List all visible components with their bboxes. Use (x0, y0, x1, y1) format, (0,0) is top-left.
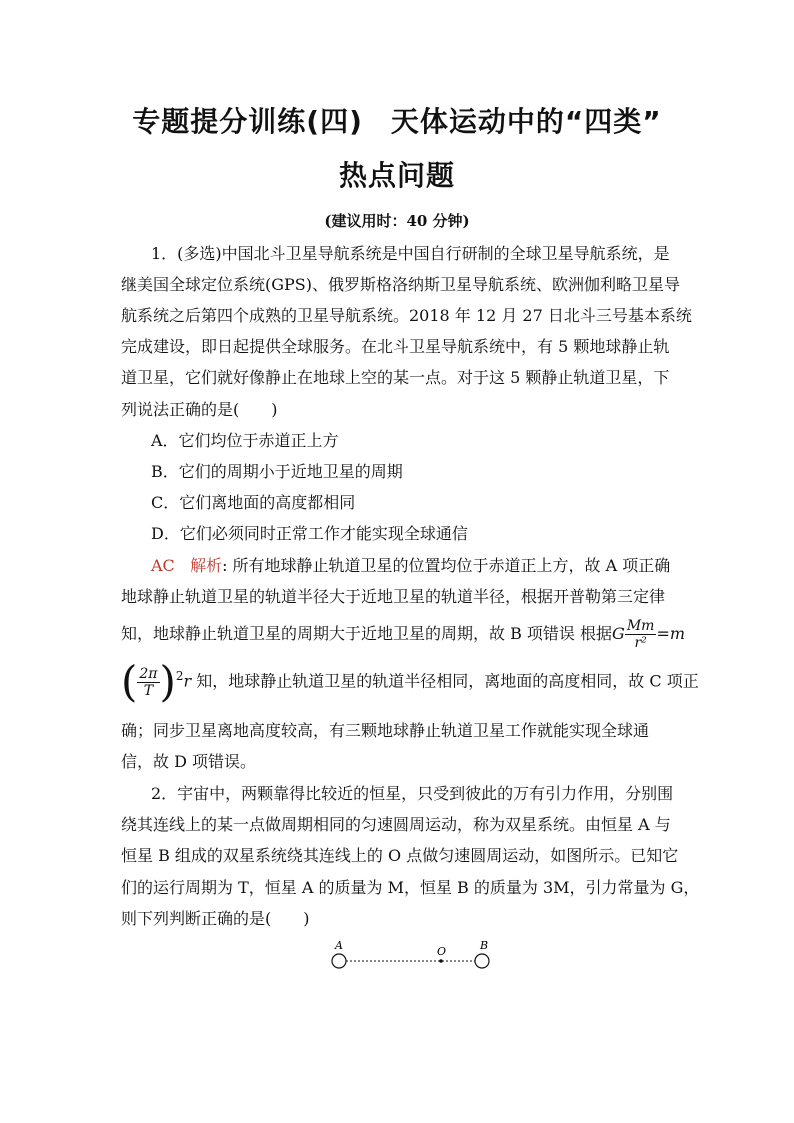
q2-line-1: 2．宇宙中，两颗靠得比较近的恒星，只受到彼此的万有引力作用，分别围 (151, 784, 674, 803)
q1-answer: AC (151, 556, 175, 575)
formula-g: G (612, 624, 625, 643)
q1-analysis-line-4 (121, 657, 699, 706)
page-title (0, 100, 794, 140)
center-o (439, 959, 443, 963)
q2-line-4: 们的运行周期为 T，恒星 A 的质量为 M，恒星 B 的质量为 3M，引力常量为 G， (121, 878, 700, 897)
formula-fraction-2 (137, 666, 159, 699)
label-a: A (335, 939, 343, 952)
q1-line-4: 完成建设，即日起提供全球服务。在北斗卫星导航系统中，有 5 颗地球静止轨 (121, 337, 670, 356)
label-b: B (480, 939, 489, 952)
star-a (332, 954, 346, 968)
analysis-text-3: 知，地球静止轨道卫星的周期大于近地卫星的周期，故 B 项错误 根据 (121, 624, 613, 643)
q1-option-d: D．它们必须同时正常工作才能实现全球通信 (151, 524, 468, 543)
q1-option-a: A．它们均位于赤道正上方 (151, 431, 339, 450)
q2-line-5: 则下列判断正确的是( ) (121, 909, 310, 928)
label-o: O (437, 945, 447, 958)
q1-line-2: 继美国全球定位系统(GPS)、俄罗斯格洛纳斯卫星导航系统、欧洲伽利略卫星导 (121, 275, 680, 294)
q1-option-b: B．它们的周期小于近地卫星的周期 (151, 462, 403, 481)
analysis-label: 解析 (190, 556, 223, 575)
suggested-time: (建议用时：40 分钟) (324, 212, 470, 230)
formula-equals: =m (656, 624, 686, 643)
q1-line-1: 1．(多选)中国北斗卫星导航系统是中国自行研制的全球卫星导航系统，是 (151, 244, 670, 263)
q2-line-2: 绕其连线上的某一点做周期相同的匀速圆周运动，称为双星系统。由恒星 A 与 (121, 815, 671, 834)
q1-line-3: 航系统之后第四个成熟的卫星导航系统。2018 年 12 月 27 日北斗三号基本系统 (121, 306, 692, 325)
formula-paren-left: ( (121, 657, 138, 706)
formula-exponent: 2 (175, 669, 184, 684)
formula-r: r (183, 671, 192, 691)
q1-analysis-line-1 (151, 553, 670, 576)
star-b (475, 954, 489, 968)
q1-line-5: 道卫星，它们就好像静止在地球上空的某一点。对于这 5 颗静止轨道卫星，下 (121, 368, 670, 387)
q1-line-6: 列说法正确的是( ) (121, 400, 278, 419)
formula-numerator-2: 2π (139, 665, 158, 682)
formula-fraction (625, 618, 657, 651)
q1-option-c: C．它们离地面的高度都相同 (151, 493, 356, 512)
formula-paren-right: ) (159, 657, 176, 706)
page-title-line2: 热点问题 (338, 159, 455, 192)
q1-analysis-line-5: 确；同步卫星离地高度较高，有三颗地球静止轨道卫星工作就能实现全球通 (121, 721, 650, 740)
q2-line-3: 恒星 B 组成的双星系统绕其连线上的 O 点做匀速圆周运动，如图所示。已知它 (121, 846, 679, 865)
analysis-text-4: 知，地球静止轨道卫星的轨道半径相同，离地面的高度相同，故 C 项正 (196, 671, 699, 691)
q1-analysis-line-3 (121, 618, 685, 651)
formula-numerator: Mm (626, 618, 655, 634)
binary-star-diagram (325, 935, 505, 977)
q1-analysis-line-2: 地球静止轨道卫星的轨道半径大于近地卫星的轨道半径，根据开普勒第三定律 (121, 587, 666, 606)
title-main: 专题提分训练(四) (132, 105, 363, 138)
analysis-text-1: : 所有地球静止轨道卫星的位置均位于赤道正上方，故 A 项正确 (222, 556, 671, 575)
formula-denominator: r² (634, 635, 647, 651)
q1-analysis-line-6: 信，故 D 项错误。 (121, 752, 257, 771)
title-topic: 天体运动中的“四类” (390, 105, 662, 138)
formula-denominator-2: T (143, 682, 154, 699)
